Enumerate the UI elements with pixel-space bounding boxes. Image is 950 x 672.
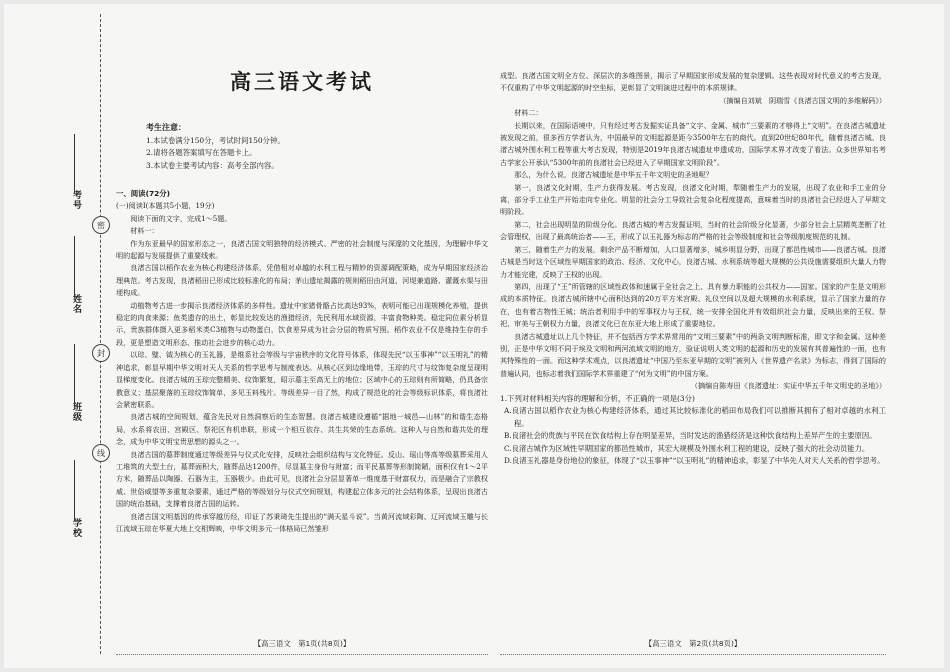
label-school: 学校 [71, 518, 81, 538]
notice-heading: 考生注意： [146, 123, 186, 132]
paragraph: 良渚古国以稻作农业为核心构建经济体系，凭借相对卓越的水利工程与精妙的资源调配策略，成为早期国家经济治理典范。考古发现，良渚稻田已形成比较标准化的布局；茅山遗址揭露的规则稻田由河道、河堤兼道路、灌溉水渠与田埂构成。 [116, 263, 488, 298]
page-footer: 【高三语文 第1页(共8页)】 [253, 639, 351, 648]
paragraph: 以琮、璧、钺为核心的玉礼器，是维系社会等级与宇宙秩序的文化符号体系，体现先民“以玉事神”“以玉明礼”的精神追求，彰显早期中华文明对天人关系的哲学思考与制度表达。从核心区到边缘地带，玉琮的尺寸与纹饰复杂度呈现明显梯度变化。良渚古城的玉琮完整精美、纹饰繁复，昭示墓主至高无上的地位；区域中心的玉琮则有所简略，仍具备宗教意义；基层聚落的玉琮纹饰简单，多见玉料残片。等级差异一目了然，构成了规范化的社会等级标识体系，将良渚社会紧密联系。 [116, 350, 488, 409]
option-d[interactable]: D.良渚玉礼器是身份地位的象征，体现了“以玉事神”“以玉明礼”的精神追求，彰显了中华先人对天人关系的哲学思考。 [504, 456, 885, 466]
paragraph: 第一，良渚文化时期，生产力获得发展。考古发现，良渚文化时期，犁随着生产力的发展，出现了农业和手工业的分离，部分手工业生产开始走向专业化。明显的社会分工导致社会复杂化程度提高，意味着当时的良渚社会已经进入了早期文明阶段。 [500, 182, 886, 217]
label-class: 班级 [71, 402, 81, 422]
notice-item: 3.本试卷主要考试内容：高考全部内容。 [146, 160, 279, 170]
material-label: 材料一： [130, 226, 159, 236]
seal-mark-feng: 封 [92, 344, 110, 362]
seal-dashed-line [100, 14, 101, 654]
binding-strip [4, 4, 105, 668]
option-b[interactable]: B.良渚社会的贵族与平民在饮食结构上存在明显差异，当时发达的渔猎经济是这种饮食结构上差异产生的主要原因。 [504, 431, 877, 441]
paragraph: 第二，社会出现明显的阶级分化。良渚古城的考古发掘证明，当时的社会阶级分化显著，少部分社会上层精英垄断了社会管理权，出现了最高统治者——王，形成了以玉礼器为标志的严格的社会等级制度和社会等级制度规范的礼制。 [500, 219, 886, 242]
subsection-heading: (一)阅读Ⅰ(本题共5小题，19分) [116, 201, 215, 211]
name-field[interactable] [74, 236, 75, 296]
instruction-text: 阅读下面的文字，完成1～5题。 [130, 213, 232, 223]
paragraph: 动植物考古进一步揭示良渚经济体系的多样性。遗址中家猪骨骼占比高达93%，表明可能已出现规模化养殖，提供稳定的肉食来源；鱼类遗存的出土，彰显比较发达的渔猎经济，先民利用水域资源，丰富食物种类。稳定同位素分析显示，贵族群体摄入更多稻米类C3植物与动物蛋白，饮食差异成为社会分层的物质写照。稻作农业不仅是维持生存的手段，更是塑造文明形态、推动社会进步的核心动力。 [116, 300, 488, 347]
material-label: 材料二： [514, 108, 543, 118]
option-a[interactable]: A.良渚古国以稻作农业为核心构建经济体系，通过其比较标准化的稻田布局我们可以推断其拥有了相对卓越的水利工程。 [504, 405, 886, 428]
paragraph: 第三，随着生产力的发展，剩余产品不断增加，人口显著增多，城乡明显分野，出现了都邑性城市——良渚古城。良渚古城是当时这个区域性早期国家的政治、经济、文化中心，良渚古城、水利系统等超大规模的公共设施需要组织大量人力物力才能完建，反映了王权的出现。 [500, 244, 886, 279]
reading-passage-right [500, 70, 886, 468]
candidate-notice [146, 122, 466, 172]
notice-item: 1.本试卷满分150分，考试时间150分钟。 [146, 135, 285, 145]
paragraph: 第四，出现了“王”所管辖的区域性政体和速属于全社会之上、具有暴力职能的公共权力——国家。国家的产生是文明形成的本质特征。良渚古城所辖中心面积达到的20万平方米宫殿、礼仪空间以及超大规模的水利系统，显示了国家力量的存在，也有着古物性王城；统治者利用手中的军事权力与王权，统一安排全国化并有效组织社会力量，反映出来的王权、祭祀、审美与王朝权力力量，良渚文化已在东亚大地上形成了重要地位。 [500, 281, 886, 329]
paragraph: 良渚古国的墓葬制度通过等级差异与仪式化安排，反映社会组织结构与文化特征。反山、瑶山等高等级墓葬采用人工堆筑的大型土台，墓葬面积大，随葬品达1200件，尽显墓主身份与财富；而平民墓葬等形制简陋，面积仅有1～2平方米，随葬品以陶器、石器为主，玉器极少。由此可见，良渚社会分层显著单一维度基于财富权力，而是融合了宗教权威、世俗威望等多重复杂要素，通过严格的等级划分与仪式空间规划，构建起立体多元的社会结构体系，呈现出良渚古国的统治基础，支撑着良渚古国的运转。 [116, 449, 488, 509]
paragraph: 良渚古城遗址以上几个特征，并不包括西方学术界常用的“文明三要素”中的两条文明判断标准，即文字和金属。这种差别，正是中华文明不同于埃及文明和两河流域文明的地方，验证说明人类文明的起源和历史的发展有其普遍性的一面，也有其特殊性的一面。而这种学术观点，以良渚遗址“中国乃至东亚早期的文明”被列入《世界遗产名录》为标志，得到了国际的普遍认同，也标志着我们国际学术界重建了“何为文明”的中国方案。 [500, 331, 886, 378]
reading-passage-left [116, 188, 488, 535]
source-citation: （摘编自刘斌 阴瑞雪《良渚古国文明的多维解码》） [719, 95, 886, 105]
seal-mark-xian: 线 [92, 444, 110, 462]
source-citation: （摘编自陈寿田《良渚遗址：实证中华五千年文明史的圣地》） [690, 381, 886, 391]
exam-number-field[interactable] [74, 134, 75, 194]
paragraph: 良渚古城的空间规划，蕴含先民对自然洞察后的生态智慧。良渚古城建设遵循“据地一城邑—山林”的和谐生态格局，水系将农田、宫殿区、祭祀区有机串联，形成一个相互依存、共生共荣的生态系统。这种人与自然和谐共处的理念，成为中华文明宝贵思想的源头之一。 [116, 412, 488, 447]
exam-sheet [4, 4, 944, 668]
school-field[interactable] [74, 460, 75, 520]
footer-rule [500, 654, 886, 655]
label-exam-number: 考号 [71, 190, 81, 210]
class-field[interactable] [74, 344, 75, 404]
paragraph: 作为东亚最早的国家形态之一，良渚古国文明独特的经济模式、严密的社会制度与深邃的文化基因，为理解中华文明的起源与发展提供了重要线索。 [116, 238, 488, 261]
paragraph: 长期以来，在国际语境中，只有经过考古发掘实证具备“文字、金属、城市”三要素的才够得上“文明”。在良渚古城遗址被发现之前，很多西方学者认为，中国最早的文明起源是距今3500年左右的商代。直到20世纪80年代，随着良渚古城、良渚古城外围水利工程等重大考古发现，特别是2019年良渚古城遗址申遗成功，国际学术界才改变了看法。众多世界知名考古学家公开承认“5300年前的良渚社会已经进入了早期国家文明阶段”。 [500, 120, 886, 167]
footer-rule [116, 654, 488, 655]
paragraph: 良渚古国文明基因的传承穿越历经，印证了苏秉琦先生提出的“满天星斗说”。当黄河流域彩陶、辽河流域玉雕与长江流域玉琮在华夏大地上交相辉映，中华文明多元一体格局已然雏形 [116, 511, 488, 533]
exam-title: 高三语文考试 [230, 70, 374, 94]
question-1: 1.下列对材料相关内容的理解和分析，不正确的一项是(3分) [500, 393, 695, 403]
seal-mark-mi: 密 [92, 216, 110, 234]
option-c[interactable]: C.良渚古城作为区域性早期国家的都邑性城市，其宏大规模及外围水利工程的建设，反映了强大的社会动员能力。 [504, 443, 870, 453]
page-footer: 【高三语文 第2页(共8页)】 [644, 639, 742, 648]
section-heading: 一、阅读(72分) [116, 189, 170, 198]
paragraph: 那么，为什么说，良渚古城遗址是中华五千年文明史的圣地呢？ [514, 170, 713, 180]
notice-item: 2.请将各题答案填写在答题卡上。 [146, 148, 257, 158]
label-name: 姓名 [71, 294, 81, 314]
paragraph-continuation: 成型。良渚古国文明全方位、深层次的多维图景，揭示了早期国家形成发展的复杂逻辑。这些表现对时代意义的考古发现，不仅重构了中华文明起源的时空坐标，更彰显了文明演进过程中的本质规律。 [500, 71, 886, 93]
